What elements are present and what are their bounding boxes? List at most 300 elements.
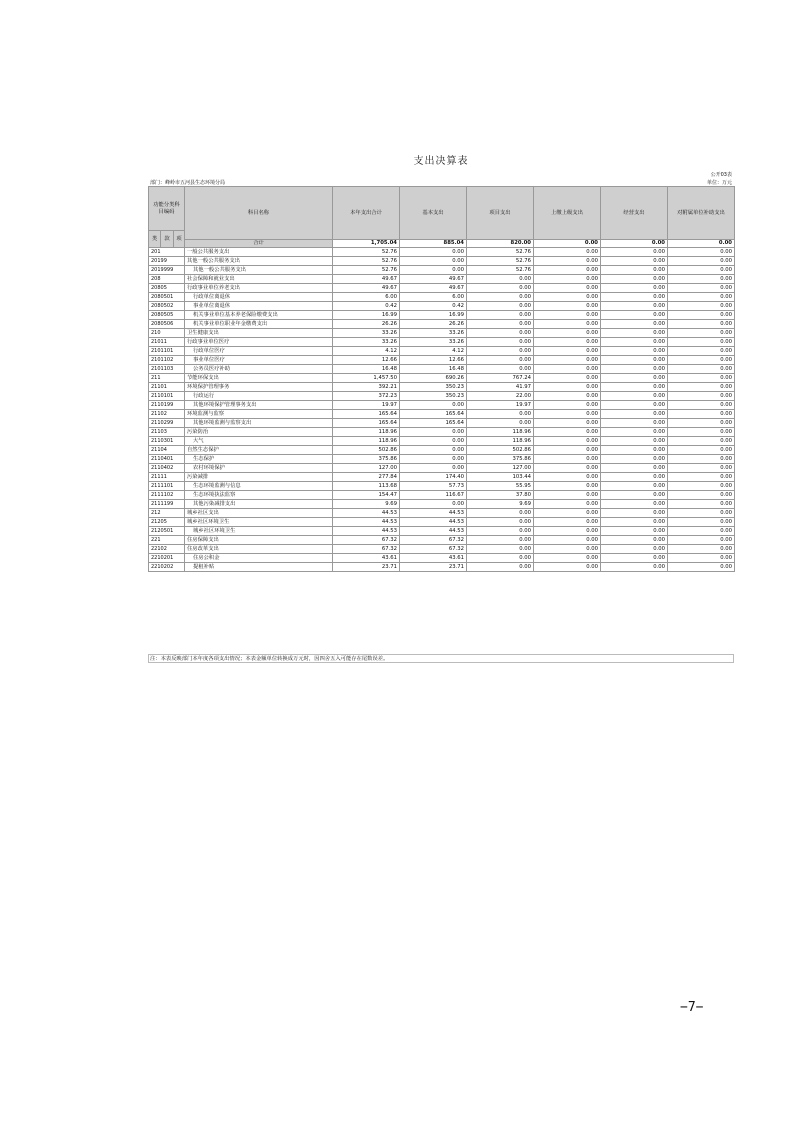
row-value: 0.00 bbox=[601, 311, 668, 320]
row-code: 2120501 bbox=[149, 527, 185, 536]
total-cell: 820.00 bbox=[467, 240, 534, 248]
row-name: 生态环境监测与信息 bbox=[185, 482, 333, 491]
row-value: 0.00 bbox=[467, 545, 534, 554]
row-value: 0.00 bbox=[601, 554, 668, 563]
row-name: 城乡社区环境卫生 bbox=[185, 527, 333, 536]
table-row bbox=[149, 464, 735, 473]
row-name: 其他一般公共服务支出 bbox=[185, 266, 333, 275]
row-value: 0.00 bbox=[668, 356, 735, 365]
row-value: 0.00 bbox=[601, 293, 668, 302]
table-row bbox=[149, 473, 735, 482]
row-name: 社会保障和就业支出 bbox=[185, 275, 333, 284]
row-name: 住房改革支出 bbox=[185, 545, 333, 554]
row-value: 0.00 bbox=[534, 266, 601, 275]
row-value: 49.67 bbox=[400, 284, 467, 293]
row-value: 0.00 bbox=[467, 338, 534, 347]
row-value: 0.00 bbox=[601, 482, 668, 491]
table-row bbox=[149, 491, 735, 500]
header-project: 项目支出 bbox=[467, 187, 534, 240]
row-value: 19.97 bbox=[333, 401, 400, 410]
row-value: 0.00 bbox=[601, 473, 668, 482]
row-value: 174.40 bbox=[400, 473, 467, 482]
row-name: 事业单位医疗 bbox=[185, 356, 333, 365]
total-cell: 0.00 bbox=[534, 240, 601, 248]
row-value: 4.12 bbox=[333, 347, 400, 356]
row-value: 26.26 bbox=[400, 320, 467, 329]
row-value: 392.21 bbox=[333, 383, 400, 392]
row-value: 0.00 bbox=[467, 365, 534, 374]
row-name: 住房保障支出 bbox=[185, 536, 333, 545]
row-value: 0.00 bbox=[534, 428, 601, 437]
row-name: 其他一般公共服务支出 bbox=[185, 257, 333, 266]
row-value: 67.32 bbox=[400, 545, 467, 554]
row-value: 154.47 bbox=[333, 491, 400, 500]
row-value: 118.96 bbox=[333, 437, 400, 446]
row-value: 52.76 bbox=[467, 248, 534, 257]
row-value: 0.00 bbox=[668, 509, 735, 518]
row-name: 机关事业单位职业年金缴费支出 bbox=[185, 320, 333, 329]
row-name: 环境监测与监察 bbox=[185, 410, 333, 419]
table-row bbox=[149, 401, 735, 410]
row-value: 43.61 bbox=[333, 554, 400, 563]
row-value: 26.26 bbox=[333, 320, 400, 329]
table-row bbox=[149, 347, 735, 356]
row-value: 0.00 bbox=[400, 428, 467, 437]
table-row bbox=[149, 365, 735, 374]
row-value: 44.53 bbox=[400, 527, 467, 536]
row-value: 16.99 bbox=[400, 311, 467, 320]
row-value: 0.00 bbox=[534, 410, 601, 419]
row-value: 127.00 bbox=[333, 464, 400, 473]
row-value: 0.00 bbox=[467, 410, 534, 419]
row-value: 44.53 bbox=[400, 509, 467, 518]
row-value: 0.00 bbox=[534, 257, 601, 266]
total-cell: 0.00 bbox=[668, 240, 735, 248]
row-value: 0.00 bbox=[668, 554, 735, 563]
row-value: 0.00 bbox=[534, 491, 601, 500]
row-code: 210 bbox=[149, 329, 185, 338]
row-name: 自然生态保护 bbox=[185, 446, 333, 455]
row-value: 103.44 bbox=[467, 473, 534, 482]
row-value: 0.00 bbox=[668, 329, 735, 338]
row-value: 0.00 bbox=[400, 500, 467, 509]
row-value: 0.42 bbox=[333, 302, 400, 311]
row-value: 0.00 bbox=[534, 284, 601, 293]
row-value: 0.00 bbox=[668, 257, 735, 266]
row-value: 19.97 bbox=[467, 401, 534, 410]
row-value: 0.00 bbox=[668, 545, 735, 554]
row-value: 52.76 bbox=[333, 248, 400, 257]
row-code: 2110199 bbox=[149, 401, 185, 410]
row-value: 0.00 bbox=[601, 401, 668, 410]
table-row bbox=[149, 257, 735, 266]
row-value: 0.00 bbox=[668, 275, 735, 284]
row-name: 行政单位离退休 bbox=[185, 293, 333, 302]
row-code: 20805 bbox=[149, 284, 185, 293]
row-value: 0.00 bbox=[534, 527, 601, 536]
row-value: 0.00 bbox=[668, 464, 735, 473]
row-name: 生态环境执法监察 bbox=[185, 491, 333, 500]
row-value: 33.26 bbox=[333, 338, 400, 347]
row-value: 0.00 bbox=[601, 257, 668, 266]
row-name: 机关事业单位基本养老保险缴费支出 bbox=[185, 311, 333, 320]
row-value: 0.00 bbox=[467, 293, 534, 302]
row-name: 污染减排 bbox=[185, 473, 333, 482]
header-func-code: 功能分类科目编码 bbox=[149, 187, 185, 231]
row-value: 0.00 bbox=[400, 464, 467, 473]
row-value: 277.84 bbox=[333, 473, 400, 482]
row-value: 0.00 bbox=[668, 491, 735, 500]
row-value: 0.00 bbox=[601, 437, 668, 446]
form-number: 公开03表 bbox=[710, 172, 732, 178]
row-value: 0.00 bbox=[467, 419, 534, 428]
table-row bbox=[149, 536, 735, 545]
row-value: 16.48 bbox=[400, 365, 467, 374]
row-code: 2110401 bbox=[149, 455, 185, 464]
row-value: 118.96 bbox=[467, 437, 534, 446]
row-value: 44.53 bbox=[400, 518, 467, 527]
header-kind: 类 bbox=[149, 231, 161, 248]
row-value: 23.71 bbox=[333, 563, 400, 572]
row-name: 行政事业单位养老支出 bbox=[185, 284, 333, 293]
row-value: 0.00 bbox=[534, 545, 601, 554]
row-code: 2111102 bbox=[149, 491, 185, 500]
row-value: 9.69 bbox=[333, 500, 400, 509]
row-value: 0.00 bbox=[601, 374, 668, 383]
total-row bbox=[149, 240, 735, 248]
row-value: 0.00 bbox=[601, 491, 668, 500]
row-name: 卫生健康支出 bbox=[185, 329, 333, 338]
total-label: 合计 bbox=[185, 240, 333, 248]
row-value: 4.12 bbox=[400, 347, 467, 356]
row-value: 49.67 bbox=[333, 284, 400, 293]
expenditure-sheet bbox=[148, 152, 734, 665]
row-value: 0.00 bbox=[601, 356, 668, 365]
row-value: 0.00 bbox=[668, 428, 735, 437]
row-name: 行政运行 bbox=[185, 392, 333, 401]
row-name: 其他污染减排支出 bbox=[185, 500, 333, 509]
row-value: 0.00 bbox=[534, 473, 601, 482]
row-value: 690.26 bbox=[400, 374, 467, 383]
row-value: 0.42 bbox=[400, 302, 467, 311]
row-value: 41.97 bbox=[467, 383, 534, 392]
row-value: 0.00 bbox=[668, 455, 735, 464]
row-value: 165.64 bbox=[400, 410, 467, 419]
row-name: 其他环境监测与监察支出 bbox=[185, 419, 333, 428]
row-value: 375.86 bbox=[467, 455, 534, 464]
row-value: 49.67 bbox=[400, 275, 467, 284]
row-value: 372.23 bbox=[333, 392, 400, 401]
row-value: 0.00 bbox=[668, 500, 735, 509]
row-value: 0.00 bbox=[668, 392, 735, 401]
row-value: 0.00 bbox=[601, 383, 668, 392]
row-value: 0.00 bbox=[534, 464, 601, 473]
row-code: 2110402 bbox=[149, 464, 185, 473]
row-code: 2110299 bbox=[149, 419, 185, 428]
row-value: 0.00 bbox=[668, 518, 735, 527]
table-row bbox=[149, 329, 735, 338]
row-value: 0.00 bbox=[601, 464, 668, 473]
row-name: 其他环境保护管理事务支出 bbox=[185, 401, 333, 410]
row-name: 城乡社区环境卫生 bbox=[185, 518, 333, 527]
row-code: 2101101 bbox=[149, 347, 185, 356]
header-row bbox=[149, 187, 735, 231]
row-value: 33.26 bbox=[400, 329, 467, 338]
row-value: 0.00 bbox=[534, 455, 601, 464]
row-value: 44.53 bbox=[333, 518, 400, 527]
row-value: 0.00 bbox=[400, 266, 467, 275]
row-value: 0.00 bbox=[534, 248, 601, 257]
row-value: 1,457.50 bbox=[333, 374, 400, 383]
row-value: 0.00 bbox=[534, 509, 601, 518]
row-code: 21111 bbox=[149, 473, 185, 482]
row-value: 67.32 bbox=[400, 536, 467, 545]
table-row bbox=[149, 302, 735, 311]
row-value: 0.00 bbox=[601, 446, 668, 455]
table-row bbox=[149, 374, 735, 383]
row-value: 0.00 bbox=[467, 329, 534, 338]
row-value: 118.96 bbox=[467, 428, 534, 437]
row-name: 一般公共服务支出 bbox=[185, 248, 333, 257]
row-value: 0.00 bbox=[668, 338, 735, 347]
row-value: 0.00 bbox=[668, 410, 735, 419]
row-code: 211 bbox=[149, 374, 185, 383]
row-value: 0.00 bbox=[400, 257, 467, 266]
row-value: 0.00 bbox=[601, 266, 668, 275]
row-code: 2111199 bbox=[149, 500, 185, 509]
row-name: 生态保护 bbox=[185, 455, 333, 464]
row-value: 0.00 bbox=[668, 536, 735, 545]
row-code: 2080505 bbox=[149, 311, 185, 320]
row-value: 0.00 bbox=[534, 311, 601, 320]
row-value: 0.00 bbox=[668, 320, 735, 329]
table-row bbox=[149, 437, 735, 446]
row-code: 2101102 bbox=[149, 356, 185, 365]
header-business: 经营支出 bbox=[601, 187, 668, 240]
row-value: 0.00 bbox=[601, 284, 668, 293]
row-value: 0.00 bbox=[668, 437, 735, 446]
table-row bbox=[149, 392, 735, 401]
total-cell: 1,705.04 bbox=[333, 240, 400, 248]
table-row bbox=[149, 383, 735, 392]
row-value: 6.00 bbox=[333, 293, 400, 302]
table-row bbox=[149, 563, 735, 572]
table-row bbox=[149, 410, 735, 419]
row-value: 0.00 bbox=[534, 356, 601, 365]
row-value: 0.00 bbox=[467, 275, 534, 284]
row-value: 33.26 bbox=[333, 329, 400, 338]
row-name: 污染防治 bbox=[185, 428, 333, 437]
table-row bbox=[149, 518, 735, 527]
row-value: 52.76 bbox=[467, 257, 534, 266]
table-row bbox=[149, 446, 735, 455]
total-cell: 0.00 bbox=[601, 240, 668, 248]
row-value: 0.00 bbox=[400, 437, 467, 446]
row-value: 0.00 bbox=[534, 437, 601, 446]
table-row bbox=[149, 266, 735, 275]
row-code: 2101103 bbox=[149, 365, 185, 374]
row-value: 0.00 bbox=[534, 320, 601, 329]
row-value: 0.00 bbox=[534, 365, 601, 374]
row-value: 0.00 bbox=[467, 536, 534, 545]
row-value: 0.00 bbox=[534, 338, 601, 347]
table-row bbox=[149, 509, 735, 518]
row-name: 公务员医疗补助 bbox=[185, 365, 333, 374]
row-value: 0.00 bbox=[534, 563, 601, 572]
row-value: 0.00 bbox=[601, 419, 668, 428]
row-code: 212 bbox=[149, 509, 185, 518]
row-name: 环境保护管理事务 bbox=[185, 383, 333, 392]
row-value: 12.66 bbox=[400, 356, 467, 365]
row-value: 0.00 bbox=[668, 347, 735, 356]
row-value: 0.00 bbox=[668, 563, 735, 572]
row-code: 20199 bbox=[149, 257, 185, 266]
header-subsidy: 对附属单位补助支出 bbox=[668, 187, 735, 240]
row-value: 0.00 bbox=[601, 536, 668, 545]
row-value: 0.00 bbox=[601, 518, 668, 527]
row-value: 37.80 bbox=[467, 491, 534, 500]
row-value: 0.00 bbox=[467, 347, 534, 356]
table-row bbox=[149, 275, 735, 284]
row-value: 0.00 bbox=[534, 347, 601, 356]
table-row bbox=[149, 482, 735, 491]
row-name: 住房公积金 bbox=[185, 554, 333, 563]
row-value: 0.00 bbox=[601, 410, 668, 419]
row-value: 0.00 bbox=[601, 338, 668, 347]
row-value: 0.00 bbox=[668, 248, 735, 257]
row-value: 0.00 bbox=[467, 554, 534, 563]
row-value: 67.32 bbox=[333, 536, 400, 545]
row-code: 2019999 bbox=[149, 266, 185, 275]
row-value: 0.00 bbox=[534, 329, 601, 338]
table-row bbox=[149, 356, 735, 365]
row-name: 行政单位医疗 bbox=[185, 347, 333, 356]
row-name: 行政事业单位医疗 bbox=[185, 338, 333, 347]
table-row bbox=[149, 527, 735, 536]
table-title: 支出决算表 bbox=[413, 156, 469, 167]
row-code: 2111101 bbox=[149, 482, 185, 491]
row-code: 21205 bbox=[149, 518, 185, 527]
row-value: 0.00 bbox=[534, 446, 601, 455]
unit-label: 单位：万元 bbox=[706, 180, 732, 186]
row-value: 350.23 bbox=[400, 383, 467, 392]
header-item: 项 bbox=[174, 231, 185, 248]
page-number: −7− bbox=[680, 1000, 704, 1015]
row-value: 502.86 bbox=[467, 446, 534, 455]
row-value: 16.48 bbox=[333, 365, 400, 374]
row-value: 0.00 bbox=[601, 545, 668, 554]
row-value: 113.68 bbox=[333, 482, 400, 491]
row-value: 0.00 bbox=[467, 356, 534, 365]
row-value: 0.00 bbox=[467, 311, 534, 320]
row-value: 0.00 bbox=[534, 275, 601, 284]
table-row bbox=[149, 428, 735, 437]
row-value: 0.00 bbox=[601, 365, 668, 374]
row-value: 49.67 bbox=[333, 275, 400, 284]
row-value: 0.00 bbox=[534, 500, 601, 509]
row-value: 16.99 bbox=[333, 311, 400, 320]
table-body bbox=[149, 248, 735, 572]
row-value: 0.00 bbox=[467, 284, 534, 293]
row-value: 0.00 bbox=[668, 473, 735, 482]
row-value: 52.76 bbox=[333, 257, 400, 266]
row-code: 2210202 bbox=[149, 563, 185, 572]
table-row bbox=[149, 545, 735, 554]
row-value: 0.00 bbox=[601, 347, 668, 356]
row-value: 52.76 bbox=[467, 266, 534, 275]
row-value: 12.66 bbox=[333, 356, 400, 365]
row-value: 0.00 bbox=[601, 509, 668, 518]
row-value: 0.00 bbox=[668, 374, 735, 383]
row-value: 0.00 bbox=[400, 446, 467, 455]
row-value: 0.00 bbox=[668, 482, 735, 491]
row-name: 城乡社区支出 bbox=[185, 509, 333, 518]
table-row bbox=[149, 248, 735, 257]
row-value: 0.00 bbox=[601, 329, 668, 338]
row-value: 44.53 bbox=[333, 527, 400, 536]
row-code: 2210201 bbox=[149, 554, 185, 563]
row-value: 375.86 bbox=[333, 455, 400, 464]
row-value: 22.00 bbox=[467, 392, 534, 401]
row-name: 节能环保支出 bbox=[185, 374, 333, 383]
row-value: 67.32 bbox=[333, 545, 400, 554]
row-code: 22102 bbox=[149, 545, 185, 554]
row-value: 0.00 bbox=[534, 392, 601, 401]
footnote: 注：本表反映部门本年度各项支出情况；本表金额单位转换成万元时，因四舍五入可能存在尾数误差。 bbox=[148, 654, 734, 663]
row-value: 0.00 bbox=[467, 509, 534, 518]
table-row bbox=[149, 500, 735, 509]
row-value: 0.00 bbox=[534, 374, 601, 383]
row-value: 118.96 bbox=[333, 428, 400, 437]
row-value: 55.95 bbox=[467, 482, 534, 491]
row-value: 0.00 bbox=[668, 266, 735, 275]
row-value: 0.00 bbox=[467, 320, 534, 329]
row-value: 6.00 bbox=[400, 293, 467, 302]
header-upper: 上缴上级支出 bbox=[534, 187, 601, 240]
row-code: 2080501 bbox=[149, 293, 185, 302]
total-cell: 885.04 bbox=[400, 240, 467, 248]
expenditure-table bbox=[148, 186, 735, 572]
table-row bbox=[149, 320, 735, 329]
table-row bbox=[149, 419, 735, 428]
row-value: 502.86 bbox=[333, 446, 400, 455]
row-value: 127.00 bbox=[467, 464, 534, 473]
row-value: 0.00 bbox=[534, 419, 601, 428]
row-value: 0.00 bbox=[668, 311, 735, 320]
header-total: 本年支出合计 bbox=[333, 187, 400, 240]
row-value: 0.00 bbox=[601, 455, 668, 464]
row-value: 0.00 bbox=[601, 302, 668, 311]
row-value: 0.00 bbox=[534, 293, 601, 302]
row-value: 57.73 bbox=[400, 482, 467, 491]
row-value: 0.00 bbox=[534, 383, 601, 392]
table-row bbox=[149, 311, 735, 320]
row-value: 0.00 bbox=[534, 302, 601, 311]
row-value: 0.00 bbox=[534, 518, 601, 527]
row-value: 0.00 bbox=[668, 284, 735, 293]
row-value: 0.00 bbox=[534, 554, 601, 563]
row-value: 0.00 bbox=[668, 446, 735, 455]
row-value: 116.67 bbox=[400, 491, 467, 500]
header-name: 科目名称 bbox=[185, 187, 333, 240]
row-value: 0.00 bbox=[668, 383, 735, 392]
row-value: 0.00 bbox=[467, 527, 534, 536]
row-value: 0.00 bbox=[601, 320, 668, 329]
row-code: 21104 bbox=[149, 446, 185, 455]
row-value: 33.26 bbox=[400, 338, 467, 347]
row-code: 21101 bbox=[149, 383, 185, 392]
row-value: 0.00 bbox=[534, 536, 601, 545]
